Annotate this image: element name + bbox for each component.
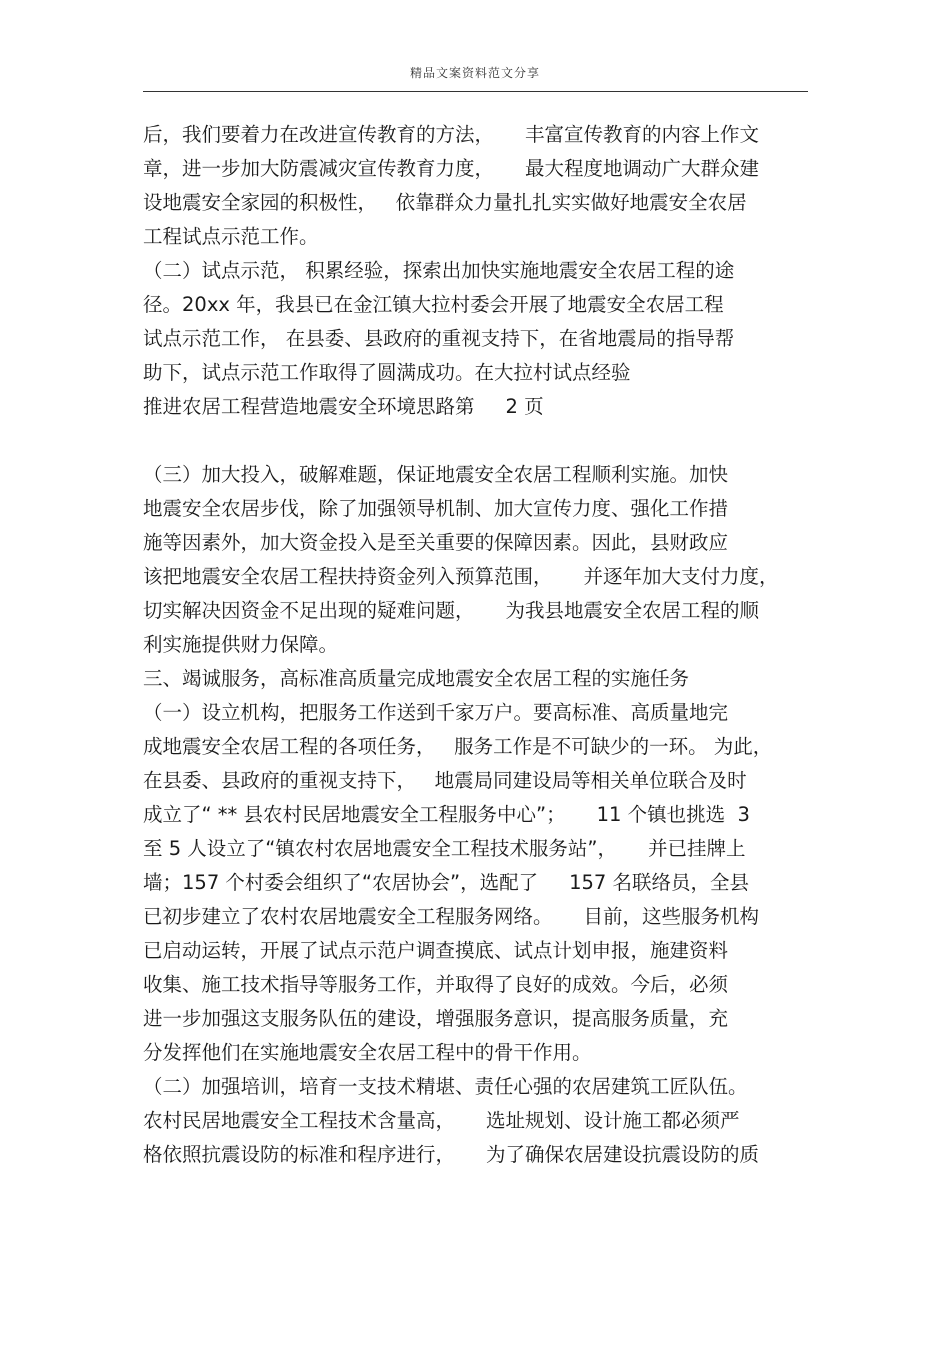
text-line: 章，进一步加大防震减灾宣传教育力度， 最大程度地调动广大群众建 [143,157,759,180]
text-line: 施等因素外，加大资金投入是至关重要的保障因素。因此，县财政应 [143,531,729,554]
text-line: 在县委、县政府的重视支持下， 地震局同建设局等相关单位联合及时 [143,769,747,792]
text-line: （三）加大投入，破解难题，保证地震安全农居工程顺利实施。加快 [143,463,729,486]
text-line: 农村民居地震安全工程技术含量高， 选址规划、设计施工都必须严 [143,1109,740,1132]
text-line: （二）加强培训，培育一支技术精堪、责任心强的农居建筑工匠队伍。 [143,1075,748,1098]
text-line: 设地震安全家园的积极性， 依靠群众力量扎扎实实做好地震安全农居 [143,191,747,214]
text-line: 分发挥他们在实施地震安全农居工程中的骨干作用。 [143,1041,592,1064]
page-header: 精品文案资料范文分享 [409,66,540,80]
text-line: 试点示范工作， 在县委、县政府的重视支持下，在省地震局的指导帮 [143,327,735,350]
header-divider [143,91,808,92]
text-line: 已启动运转，开展了试点示范户调查摸底、试点计划申报，施建资料 [143,939,729,962]
page-break-gap [143,424,808,458]
document-body [143,118,808,1172]
text-line: 后，我们要着力在改进宣传教育的方法， 丰富宣传教育的内容上作文 [143,123,759,146]
page-footer-line: 推进农居工程营造地震安全环境思路第 2 页 [143,395,544,418]
text-line: 墙；157 个村委会组织了“农居协会”，选配了 157 名联络员，全县 [143,871,750,894]
text-line: 工程试点示范工作。 [143,225,319,248]
text-line: 收集、施工技术指导等服务工作，并取得了良好的成效。今后，必须 [143,973,729,996]
text-block-2 [143,458,808,1172]
section-heading: 三、竭诚服务，高标准高质量完成地震安全农居工程的实施任务 [143,667,690,690]
text-line: 成地震安全农居工程的各项任务， 服务工作是不可缺少的一环。 为此， [143,735,773,758]
text-line: 地震安全农居步伐，除了加强领导机制、加大宣传力度、强化工作措 [143,497,729,520]
text-line: 已初步建立了农村农居地震安全工程服务网络。 目前，这些服务机构 [143,905,759,928]
text-line: 格依照抗震设防的标准和程序进行， 为了确保农居建设抗震设防的质 [143,1143,759,1166]
text-line: （二）试点示范， 积累经验，探索出加快实施地震安全农居工程的途 [143,259,735,282]
text-line: 助下，试点示范工作取得了圆满成功。在大拉村试点经验 [143,361,631,384]
text-line: 进一步加强这支服务队伍的建设，增强服务意识，提高服务质量，充 [143,1007,729,1030]
text-line: 至 5 人设立了“镇农村农居地震安全工程技术服务站”， 并已挂牌上 [143,837,746,860]
text-line: （一）设立机构，把服务工作送到千家万户。要高标准、高质量地完 [143,701,729,724]
text-line: 成立了“ ** 县农村民居地震安全工程服务中心”； 11 个镇也挑选 3 [143,803,750,826]
text-line: 利实施提供财力保障。 [143,633,339,656]
text-line: 径。20xx 年，我县已在金江镇大拉村委会开展了地震安全农居工程 [143,293,724,316]
text-line: 该把地震安全农居工程扶持资金列入预算范围， 并逐年加大支付力度， [143,565,779,588]
text-block-1 [143,118,808,424]
text-line: 切实解决因资金不足出现的疑难问题， 为我县地震安全农居工程的顺 [143,599,759,622]
